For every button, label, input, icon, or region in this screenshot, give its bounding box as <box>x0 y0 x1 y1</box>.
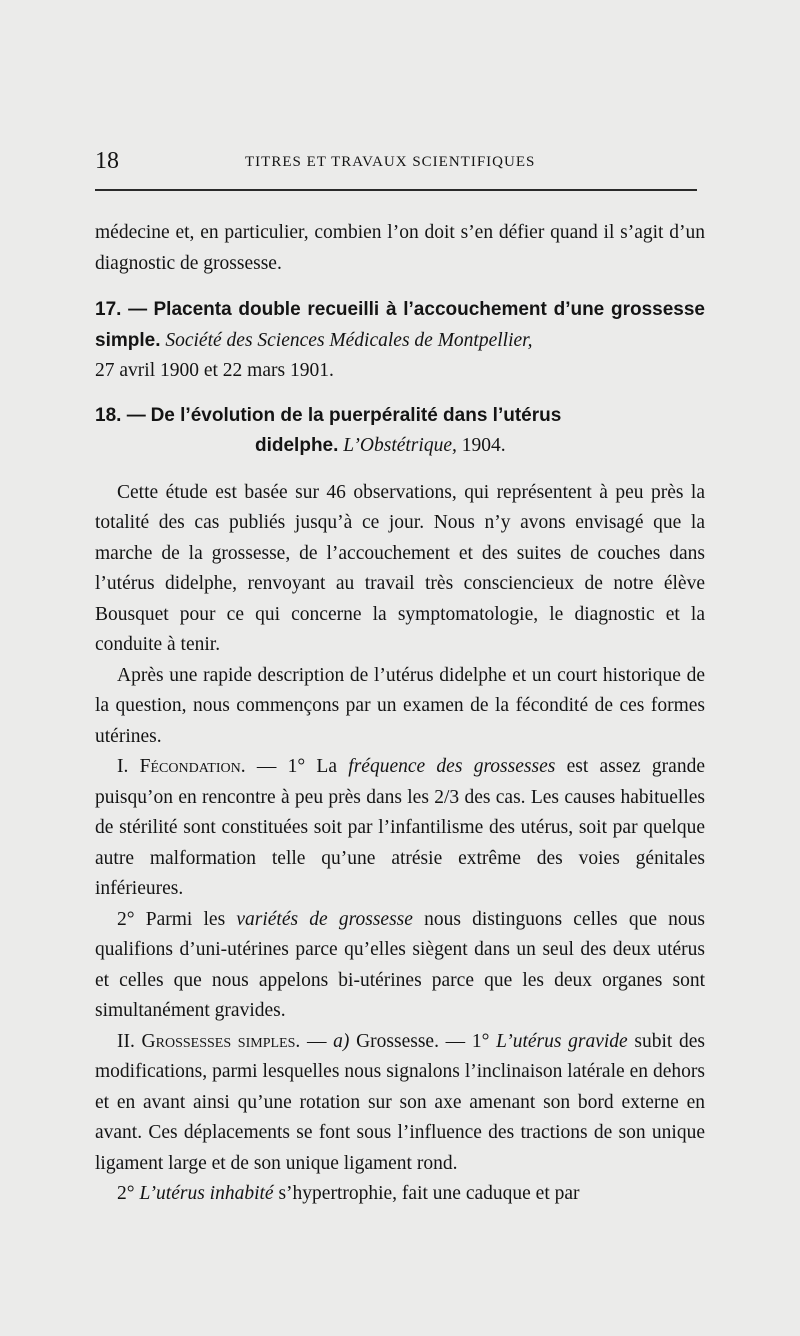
entry-18-source: L’Obstétrique, <box>343 435 457 456</box>
entry-17-source: Société des Sciences Médicales de Montpellier, <box>165 329 533 351</box>
entry-18-title-line1: De l’évolution de la puerpéralité dans l’utérus <box>150 404 562 426</box>
opening-paragraph: médecine et, en particulier, combien l’on doit s’en défier quand il s’agit d’un diagnostic de grossesse. <box>95 222 705 274</box>
entry-18 <box>95 401 705 462</box>
paragraph-description: Après une rapide description de l’utérus didelphe et un court historique de la question, nous commençons par un examen de la fécondité de ces formes utérines. <box>95 664 705 747</box>
entry-17-number: 17. — <box>95 299 148 320</box>
paragraph-varietes: 2° Parmi les variétés de grossesse nous distinguons celles que nous qualifions d’uni-utérines parce qu’elles siègent dans un seul des deux utérus et celles que nous appelons bi-utérines parce que les deux organes sont simultanément gravides. <box>95 908 705 1021</box>
paragraph-grossesses-simples: II. Grossesses simples. — a) Grossesse. — 1° L’utérus gravide subit des modifications, parmi lesquelles nous signalons l’inclinaison latérale en dehors et en avant ainsi qu’une rotation sur son axe amenant son bord externe en avant. Ces déplacements se font sous l’influence des tractions de son unique ligament large et de son unique ligament rond. <box>95 1030 706 1174</box>
entry-17 <box>95 295 705 387</box>
section-label-fecondation: I. Fécondation. <box>117 756 246 777</box>
paragraph-uterus-inhabite: 2° L’utérus inhabité s’hypertrophie, fait une caduque et par <box>117 1183 580 1204</box>
header-rule <box>95 189 697 191</box>
page-number: 18 <box>95 148 119 174</box>
running-head: TITRES ET TRAVAUX SCIENTIFIQUES <box>245 154 536 170</box>
entry-17-dates: 27 avril 1900 et 22 mars 1901. <box>95 360 334 381</box>
entry-18-year: 1904. <box>461 435 506 456</box>
body-text <box>95 218 705 1210</box>
entry-17-title: Placenta double recueilli à l’accouchement d’une grossesse simple. <box>95 299 705 351</box>
entry-18-number: 18. — <box>95 404 146 426</box>
entry-18-title-line2: didelphe. <box>255 435 339 456</box>
paragraph-fecondation: I. Fécondation. — 1° La fréquence des grossesses est assez grande puisqu’on en rencontre à peu près dans les 2/3 des cas. Les causes habituelles de stérilité sont constituées soit par l’infantilisme des utérus, soit par quelque autre malformation telle qu’une atrésie extrême des voies génitales inférieures. <box>95 756 705 899</box>
page-header <box>95 148 705 182</box>
section-label-grossesses: II. Grossesses simples. <box>117 1030 301 1052</box>
paragraph-study: Cette étude est basée sur 46 observations, qui représentent à peu près la totalité des cas publiés jusqu’à ce jour. Nous n’y avons envisagé que la marche de la grossesse, de l’accouchement et des suites de couches dans l’utérus didelphe, renvoyant au travail très consciencieux de notre élève Bousquet pour ce qui concerne la symptomatologie, le diagnostic et la conduite à tenir. <box>95 481 705 655</box>
